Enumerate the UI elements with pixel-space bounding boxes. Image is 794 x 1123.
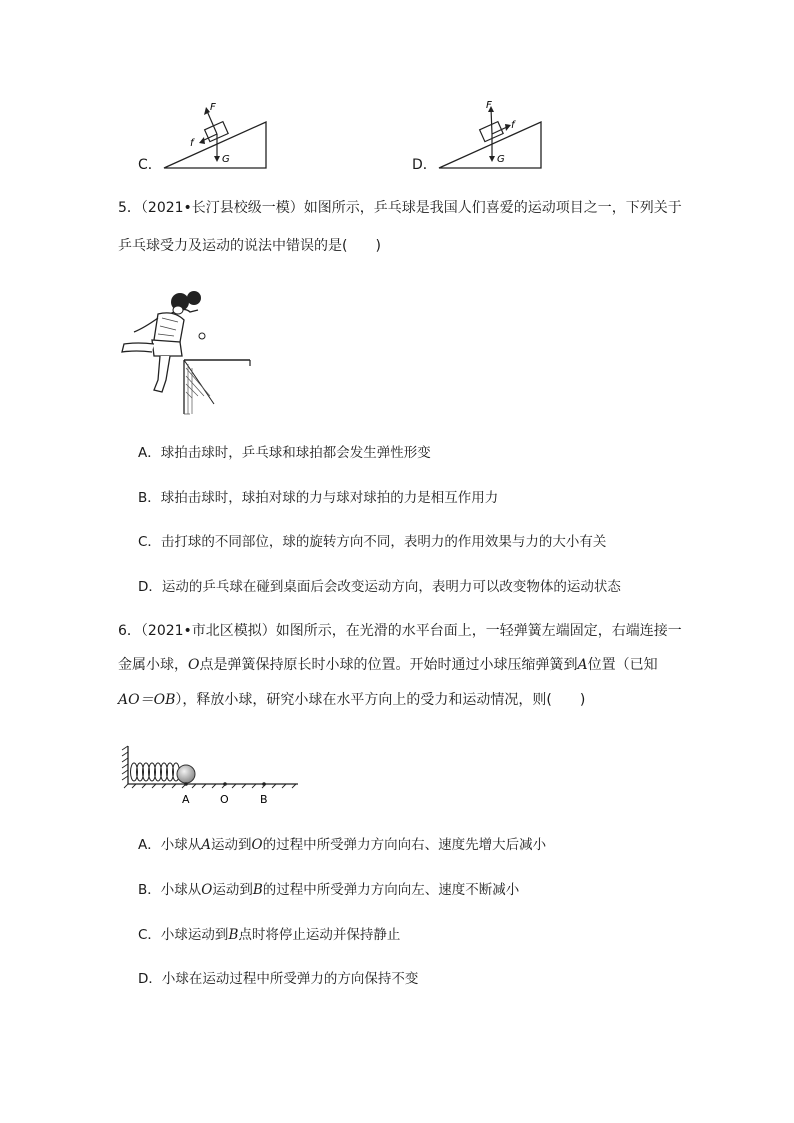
option-d-letter: D．	[412, 157, 437, 173]
force-label-G: G	[497, 154, 505, 165]
spring-ball-figure	[120, 742, 300, 808]
q5-option-d[interactable]: D．运动的乒乓球在碰到桌面后会改变运动方向，表明力可以改变物体的运动状态	[138, 579, 621, 595]
position-label-b: B	[260, 793, 268, 806]
option-c-letter: C．	[138, 157, 162, 173]
q5-stem-line2: 乒乓球受力及运动的说法中错误的是( )	[118, 238, 381, 254]
q6-option-d[interactable]: D．小球在运动过程中所受弹力的方向保持不变	[138, 971, 419, 987]
force-label-f: f	[190, 138, 194, 149]
q6-stem-line2: 金属小球，O点是弹簧保持原长时小球的位置。开始时通过小球压缩弹簧到A位置（已知	[118, 657, 658, 673]
force-label-F: F	[210, 102, 216, 113]
q6-option-b[interactable]: B．小球从O运动到B的过程中所受弹力方向向左、速度不断减小	[138, 882, 520, 898]
table-tennis-player-figure	[118, 284, 254, 416]
q6-option-c[interactable]: C．小球运动到B点时将停止运动并保持静止	[138, 927, 401, 943]
q5-option-a[interactable]: A．球拍击球时，乒乓球和球拍都会发生弹性形变	[138, 445, 431, 461]
q6-stem-line1: 6．（2021•市北区模拟）如图所示，在光滑的水平台面上，一轻弹簧左端固定，右端连接一	[118, 623, 682, 639]
math-ao-eq-ob: AO＝OB	[118, 692, 176, 708]
q6-option-a[interactable]: A．小球从A运动到O的过程中所受弹力方向向右、速度先增大后减小	[138, 837, 547, 853]
q6-stem-line3: AO＝OB），释放小球，研究小球在水平方向上的受力和运动情况，则( )	[118, 692, 586, 708]
force-label-G: G	[222, 154, 230, 165]
force-label-F: F	[486, 100, 492, 111]
incline-diagram-c	[160, 96, 280, 172]
q5-stem-line1: 5．（2021•长汀县校级一模）如图所示，乒乓球是我国人们喜爱的运动项目之一，下列关于	[118, 200, 682, 216]
force-label-f: f	[511, 120, 515, 131]
position-label-a: A	[182, 793, 190, 806]
q5-option-c[interactable]: C．击打球的不同部位，球的旋转方向不同，表明力的作用效果与力的大小有关	[138, 534, 607, 550]
q5-option-b[interactable]: B．球拍击球时，球拍对球的力与球对球拍的力是相互作用力	[138, 490, 499, 506]
incline-diagram-d	[435, 96, 555, 172]
position-label-o: O	[220, 793, 229, 806]
